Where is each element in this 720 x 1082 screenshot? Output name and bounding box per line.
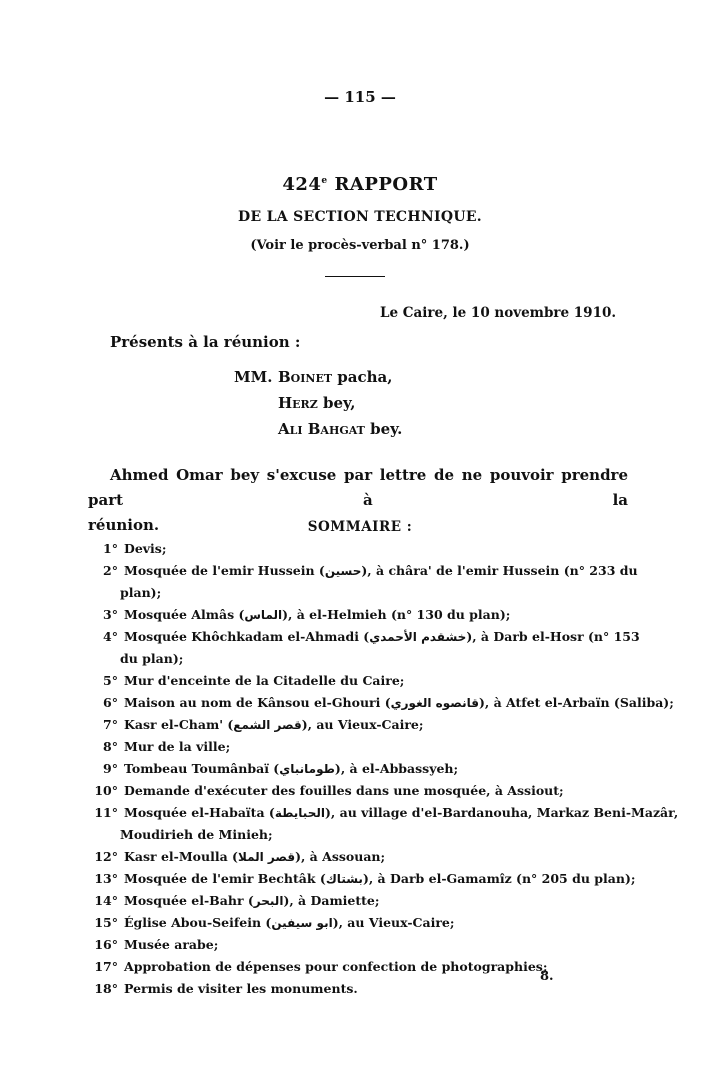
- report-subtitle: DE LA SECTION TECHNIQUE.: [238, 209, 482, 225]
- attendee-title: bey.: [370, 420, 403, 438]
- sommaire-item: [88, 934, 626, 956]
- sommaire-item: [88, 626, 640, 666]
- sommaire-item: [88, 692, 674, 714]
- item-number: 3°: [103, 607, 118, 622]
- sommaire-item: [88, 670, 626, 692]
- item-text: Permis de visiter les monuments.: [124, 981, 358, 996]
- item-arabic-name: قصر الشمع: [233, 718, 302, 732]
- attendee-prefix: MM.: [234, 368, 273, 386]
- signature-mark: 8.: [540, 969, 554, 984]
- item-text: Musée arabe;: [124, 937, 219, 952]
- item-text-continued: ), à Assouan;: [295, 849, 386, 864]
- presents-label: Présents à la réunion :: [110, 333, 301, 351]
- attendee-line: [234, 420, 402, 438]
- item-text: Mosquée el-Habaïta (: [124, 805, 275, 820]
- attendee-title: bey,: [322, 394, 356, 412]
- item-number: 10°: [94, 783, 118, 798]
- attendee-title: pacha,: [337, 368, 393, 386]
- sommaire-item: [88, 780, 626, 802]
- sommaire-item: [88, 604, 626, 626]
- sommaire-item: [88, 714, 626, 736]
- item-continuation-line: plan);: [120, 585, 162, 600]
- item-arabic-name: الماس: [244, 608, 283, 622]
- sommaire-item: [88, 802, 679, 842]
- excuse-line: Ahmed Omar bey s'excuse par lettre de ne pouvoir prendre part à la: [88, 466, 628, 509]
- item-text: Approbation de dépenses pour confection de photographies;: [124, 959, 548, 974]
- attendee-line: [234, 394, 356, 412]
- report-word: RAPPORT: [334, 174, 438, 195]
- item-text-continued: ), à Atfet el-Arbaïn (Saliba);: [478, 695, 674, 710]
- item-number: 15°: [94, 915, 118, 930]
- sommaire-item: [88, 560, 638, 600]
- item-text: Mosquée Khôchkadam el-Ahmadi (: [124, 629, 370, 644]
- item-text-continued: ), à Darb el-Gamamîz (n° 205 du plan);: [362, 871, 636, 886]
- item-text: Kasr el-Moulla (: [124, 849, 238, 864]
- meeting-date: Le Caire, le 10 novembre 1910.: [380, 305, 617, 321]
- excuse-line: réunion.: [88, 516, 160, 534]
- item-arabic-name: الحبايطة: [274, 806, 325, 820]
- item-text-continued: ), à châra' de l'emir Hussein (n° 233 du: [361, 563, 638, 578]
- item-number: 16°: [94, 937, 118, 952]
- sommaire-item: [88, 868, 636, 890]
- item-text: Mosquée Almâs (: [124, 607, 245, 622]
- item-text: Kasr el-Cham' (: [124, 717, 234, 732]
- item-number: 2°: [103, 563, 118, 578]
- item-number: 8°: [103, 739, 118, 754]
- page-number: — 115 —: [324, 88, 396, 106]
- item-number: 7°: [103, 717, 118, 732]
- item-number: 1°: [103, 541, 118, 556]
- item-number: 18°: [94, 981, 118, 996]
- attendee-name: Herz: [278, 394, 318, 412]
- item-number: 11°: [94, 805, 118, 820]
- item-text-continued: ), à Darb el-Hosr (n° 153: [466, 629, 640, 644]
- item-number: 5°: [103, 673, 118, 688]
- item-text-continued: ), à el-Helmieh (n° 130 du plan);: [282, 607, 511, 622]
- sommaire-item: [88, 538, 626, 560]
- item-text: Devis;: [124, 541, 167, 556]
- item-number: 14°: [94, 893, 118, 908]
- item-number: 9°: [103, 761, 118, 776]
- item-text-continued: ), à el-Abbassyeh;: [334, 761, 459, 776]
- item-arabic-name: بشتاك: [325, 872, 363, 886]
- item-arabic-name: قصر الملا: [237, 850, 296, 864]
- sommaire-item: [88, 890, 626, 912]
- item-number: 17°: [94, 959, 118, 974]
- item-number: 4°: [103, 629, 118, 644]
- item-number: 6°: [103, 695, 118, 710]
- attendee-line: [234, 368, 392, 386]
- item-continuation-line: Moudirieh de Minieh;: [120, 827, 273, 842]
- minutes-reference: (Voir le procès-verbal n° 178.): [250, 238, 470, 253]
- item-text-continued: ), au Vieux-Caire;: [332, 915, 455, 930]
- report-number-suffix: e: [321, 176, 328, 186]
- item-text: Mur de la ville;: [124, 739, 231, 754]
- item-arabic-name: قانصوه الغوري: [390, 696, 479, 710]
- item-text: Église Abou-Seifein (: [124, 915, 272, 930]
- item-text-continued: ), au Vieux-Caire;: [301, 717, 424, 732]
- item-continuation-line: du plan);: [120, 651, 184, 666]
- item-number: 12°: [94, 849, 118, 864]
- item-text-continued: ), à Damiette;: [283, 893, 380, 908]
- attendee-name: Ali Bahgat: [278, 420, 365, 438]
- item-number: 13°: [94, 871, 118, 886]
- sommaire-item: [88, 846, 626, 868]
- sommaire-item: [88, 736, 626, 758]
- item-text: Mosquée de l'emir Hussein (: [124, 563, 325, 578]
- item-arabic-name: البحر: [253, 894, 284, 908]
- sommaire-item: [88, 758, 626, 780]
- item-text: Tombeau Toumânbaï (: [124, 761, 280, 776]
- divider: [325, 276, 385, 277]
- item-arabic-name: حسين: [324, 564, 362, 578]
- item-arabic-name: خشقدم الأحمدي: [369, 630, 467, 644]
- sommaire-item: [88, 912, 626, 934]
- item-arabic-name: طومانباي: [279, 762, 335, 776]
- item-text: Maison au nom de Kânsou el-Ghouri (: [124, 695, 391, 710]
- item-text: Mur d'enceinte de la Citadelle du Caire;: [124, 673, 405, 688]
- sommaire-heading: SOMMAIRE :: [307, 519, 413, 535]
- attendee-name: Boinet: [278, 368, 333, 386]
- item-text: Mosquée el-Bahr (: [124, 893, 254, 908]
- item-text: Mosquée de l'emir Bechtâk (: [124, 871, 326, 886]
- item-text-continued: ), au village d'el-Bardanouha, Markaz Beni-Mazâr,: [324, 805, 679, 820]
- report-number: 424: [282, 174, 322, 195]
- report-title: [0, 174, 720, 195]
- item-arabic-name: ابو سيفين: [271, 916, 333, 930]
- item-text: Demande d'exécuter des fouilles dans une mosquée, à Assiout;: [124, 783, 564, 798]
